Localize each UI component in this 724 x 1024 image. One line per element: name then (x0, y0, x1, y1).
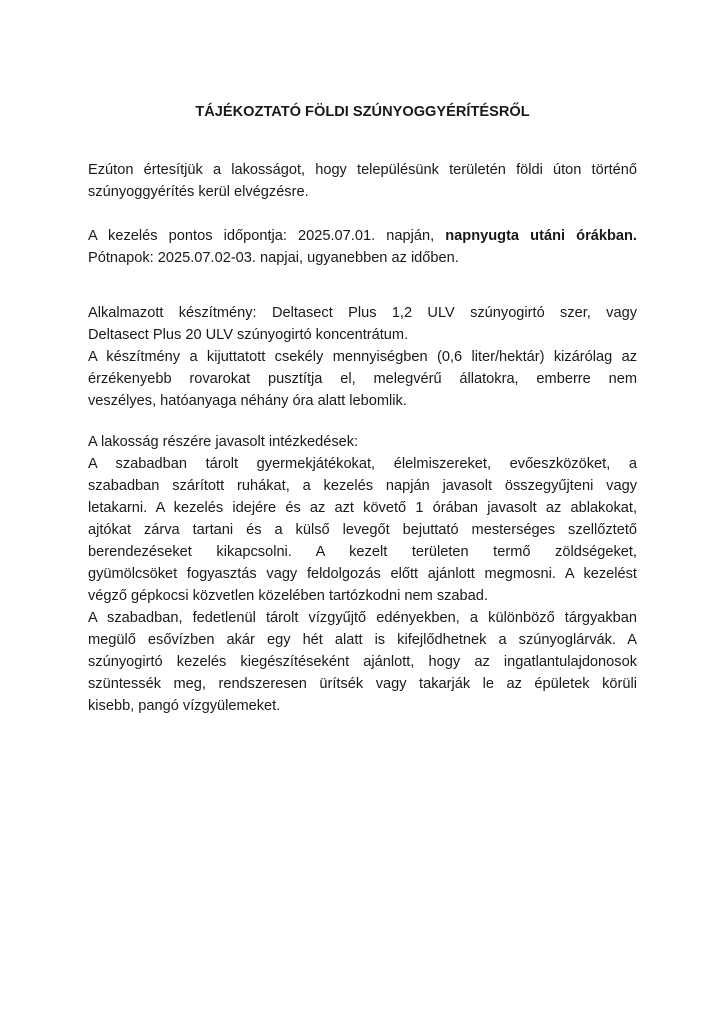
bold-text-run: napnyugta utáni órákban. (445, 228, 637, 244)
notice-title: TÁJÉKOZTATÓ FÖLDI SZÚNYOGGYÉRÍTÉSRŐL (195, 104, 530, 120)
text-line: érzékenyebb rovarokat pusztítja el, melegvérű állatokra, emberre nem (88, 371, 637, 387)
text-line: A készítmény a kijuttatott csekély mennyiségben (0,6 liter/hektár) kizárólag az (88, 349, 637, 365)
paragraph-intro (88, 159, 637, 203)
text-line: Ezúton értesítjük a lakosságot, hogy településünk területén földi úton történő (88, 162, 637, 178)
text-line: berendezéseket kikapcsolni. A kezelt területen termő zöldségeket, (88, 544, 637, 560)
text-line (88, 225, 637, 247)
paragraph-preparation-info (88, 302, 637, 412)
text-line: veszélyes, hatóanyaga néhány óra alatt lebomlik. (88, 393, 407, 409)
text-line: kisebb, pangó vízgyülemeket. (88, 698, 281, 714)
text-line: szúnyoggyérítés kerül elvégzésre. (88, 184, 309, 200)
text-line: megülő esővízben akár egy hét alatt is kifejlődhetnek a szúnyoglárvák. A (88, 632, 637, 648)
notice-content (88, 0, 637, 717)
text-line: szüntessék meg, rendszeresen ürítsék vagy takarják le az épületek körüli (88, 676, 637, 692)
text-line: A szabadban tárolt gyermekjátékokat, élelmiszereket, evőeszközöket, a (88, 456, 637, 472)
text-line: szúnyogirtó kezelés kiegészítéseként ajánlott, hogy az ingatlantulajdonosok (88, 654, 637, 670)
paragraph-treatment-schedule (88, 225, 637, 269)
text-line: ajtókat zárva tartani és a külső levegőt bejuttató mesterséges szellőztető (88, 522, 637, 538)
paragraph-resident-recommendations (88, 431, 637, 717)
text-line: A lakosság részére javasolt intézkedések: (88, 434, 359, 450)
text-line: végző gépkocsi közvetlen közelében tartózkodni nem szabad. (88, 588, 488, 604)
text-line: A szabadban, fedetlenül tárolt vízgyűjtő edényekben, a különböző tárgyakban (88, 610, 637, 626)
text-line: Pótnapok: 2025.07.02-03. napjai, ugyanebben az időben. (88, 250, 459, 266)
text-line: Alkalmazott készítmény: Deltasect Plus 1,2 ULV szúnyogirtó szer, vagy (88, 305, 637, 321)
text-line: letakarni. A kezelés idejére és az azt követő 1 órában javasolt az ablakokat, (88, 500, 637, 516)
text-line: szabadban szárított ruhákat, a kezelés napján javasolt összegyűjteni vagy (88, 478, 637, 494)
text-run: A kezelés pontos időpontja: 2025.07.01. napján, (88, 228, 446, 244)
text-line: Deltasect Plus 20 ULV szúnyogirtó koncentrátum. (88, 327, 409, 343)
text-line: gyümölcsöket fogyasztás vagy feldolgozás előtt ajánlott megmosni. A kezelést (88, 566, 637, 582)
